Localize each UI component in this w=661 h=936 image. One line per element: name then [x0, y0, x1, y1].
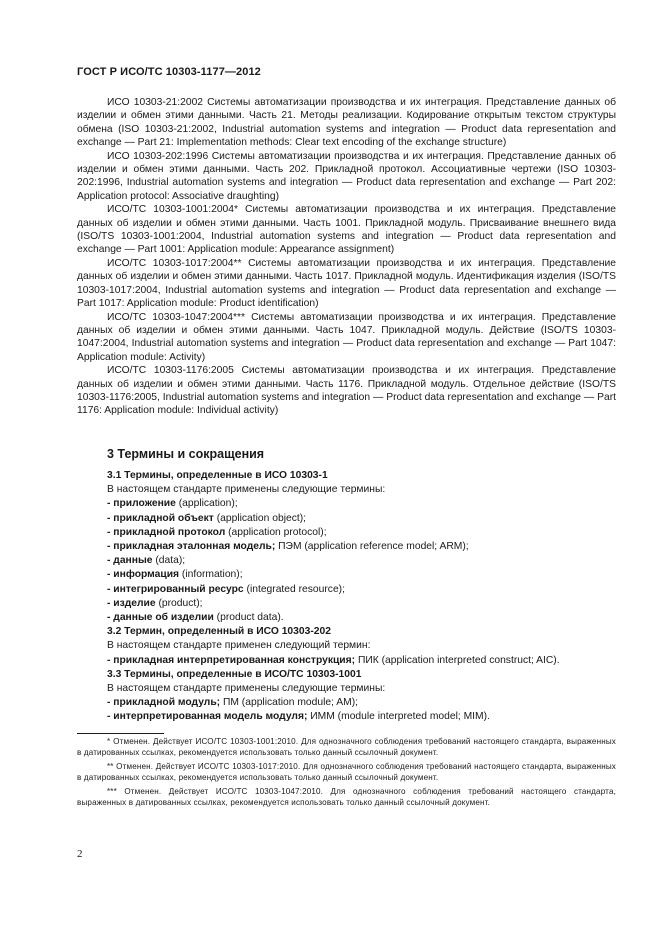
- term-name: - прикладной объект: [107, 512, 214, 524]
- page-number: 2: [77, 848, 83, 860]
- term-item: [107, 696, 616, 710]
- reference-item: ИСО 10303-202:1996 Системы автоматизации производства и их интеграция. Представление данных об изделии и обмен этими данными. Часть 202. Прикладной протокол. Ассоциативные чертежи (ISO 10303-202:1996, Industrial automation systems and integration — Product data representation and exchange — Part 202: Application protocol: Associative draughting): [77, 150, 616, 202]
- reference-item: ИСО/ТС 10303-1047:2004*** Системы автоматизации производства и их интеграция. Представление данных об изделии и обмен этими данными. Часть 1047. Прикладной модуль. Действие (ISO/TS 10303-1047:2004, Industrial automation systems and integration — Product data representation and exchange — Part 1047: Application module: Activity): [77, 311, 616, 363]
- term-list: [107, 696, 616, 724]
- term-item: [107, 710, 616, 724]
- term-name: - приложение: [107, 498, 176, 510]
- term-rest: (data);: [152, 555, 186, 567]
- reference-item: ИСО/ТС 10303-1001:2004* Системы автоматизации производства и их интеграция. Представление данных об изделии и обмен этими данными. Часть 1001. Прикладной модуль. Присваивание внешнего вида (ISO/TS 10303-1001:2004, Industrial automation systems and integration — Product data representation and exchange — Part 1001: Application module: Appearance assignment): [77, 204, 616, 256]
- term-item: [107, 654, 616, 668]
- term-item: [107, 611, 616, 625]
- term-name: - прикладная эталонная модель;: [107, 541, 276, 553]
- term-list: [107, 654, 616, 668]
- term-item: [107, 540, 616, 554]
- subsection-intro: В настоящем стандарте применены следующие термины:: [107, 484, 386, 496]
- term-rest: (application protocol);: [225, 526, 327, 538]
- footnote: ** Отменен. Действует ИСО/ТС 10303-1017:2010. Для однозначного соблюдения требований настоящего стандарта, выраженных в датированных ссылках, рекомендуется использовать только данный ссылочный документ.: [77, 761, 616, 782]
- term-rest: ПМ (application module; AM);: [220, 697, 358, 709]
- term-rest: ПЭМ (application reference model; ARM);: [275, 541, 469, 553]
- term-item: [107, 497, 616, 511]
- normative-references: [77, 96, 616, 418]
- document-header: ГОСТ Р ИСО/ТС 10303-1177—2012: [77, 66, 261, 78]
- term-rest: (information);: [179, 569, 243, 581]
- reference-item: ИСО/ТС 10303-1017:2004** Системы автоматизации производства и их интеграция. Представление данных об изделии и обмен этими данными. Часть 1017. Прикладной модуль. Идентификация изделия (ISO/TS 10303-1017:2004, Industrial automation systems and integration — Product data representation and exchange — Part 1017: Application module: Product identification): [77, 257, 616, 310]
- term-item: [107, 512, 616, 526]
- term-name: - прикладной модуль;: [107, 697, 221, 709]
- term-name: - прикладная интерпретированная конструкция;: [107, 654, 356, 666]
- term-name: - прикладной протокол: [107, 526, 226, 538]
- term-item: [107, 568, 616, 582]
- term-item: [107, 526, 616, 540]
- subsection-intro: В настоящем стандарте применены следующие термины:: [107, 683, 386, 695]
- subsection-title: 3.1 Термины, определенные в ИСО 10303-1: [107, 470, 328, 481]
- section-terms: [77, 447, 616, 725]
- subsection-intro: В настоящем стандарте применен следующий термин:: [107, 640, 371, 652]
- term-name: - интерпретированная модель модуля;: [107, 711, 308, 723]
- term-rest: ПИК (application interpreted construct; AIC).: [355, 654, 560, 666]
- term-rest: ИММ (module interpreted model; MIM).: [307, 711, 490, 723]
- footnote: *** Отменен. Действует ИСО/ТС 10303-1047:2010. Для однозначного соблюдения требований настоящего стандарта, выраженных в датированных ссылках, рекомендуется использовать только данный ссылочный документ.: [77, 786, 616, 807]
- term-rest: (product data).: [213, 612, 284, 624]
- term-item: [107, 554, 616, 568]
- term-rest: (integrated resource);: [243, 583, 345, 595]
- term-item: [107, 597, 616, 611]
- footnotes: [77, 737, 616, 811]
- term-rest: (product);: [155, 597, 203, 609]
- footnote: * Отменен. Действует ИСО/ТС 10303-1001:2010. Для однозначного соблюдения требований настоящего стандарта, выраженных в датированных ссылках, рекомендуется использовать только данный ссылочный документ.: [77, 737, 616, 757]
- term-name: - данные об изделии: [107, 612, 214, 624]
- reference-item: ИСО 10303-21:2002 Системы автоматизации производства и их интеграция. Представление данных об изделии и обмен этими данными. Часть 21. Методы реализации. Кодирование открытым текстом структуры обмена (ISO 10303-21:2002, Industrial automation systems and integration — Product data representation and exchange — Part 21: Implementation methods: Clear text encoding of the exchange structure): [77, 97, 616, 149]
- subsection-title: 3.3 Термины, определенные в ИСО/ТС 10303-1001: [107, 668, 362, 680]
- section-title: 3 Термины и сокращения: [107, 447, 265, 461]
- reference-item: ИСО/ТС 10303-1176:2005 Системы автоматизации производства и их интеграция. Представление данных об изделии и обмен этими данными. Часть 1176. Прикладной модуль. Отдельное действие (ISO/TS 10303-1176:2005, Industrial automation systems and integration — Product data representation and exchange — Part 1176: Application module: Individual activity): [77, 365, 616, 417]
- term-name: - данные: [107, 555, 153, 567]
- term-rest: (application object);: [213, 512, 307, 524]
- term-name: - информация: [107, 569, 180, 581]
- term-name: - изделие: [107, 597, 156, 609]
- term-name: - интегрированный ресурс: [107, 583, 244, 595]
- term-rest: (application);: [175, 498, 238, 510]
- term-item: [107, 583, 616, 597]
- term-list: [107, 497, 616, 625]
- subsection-title: 3.2 Термин, определенный в ИСО 10303-202: [107, 626, 331, 638]
- footnote-divider: [77, 733, 164, 734]
